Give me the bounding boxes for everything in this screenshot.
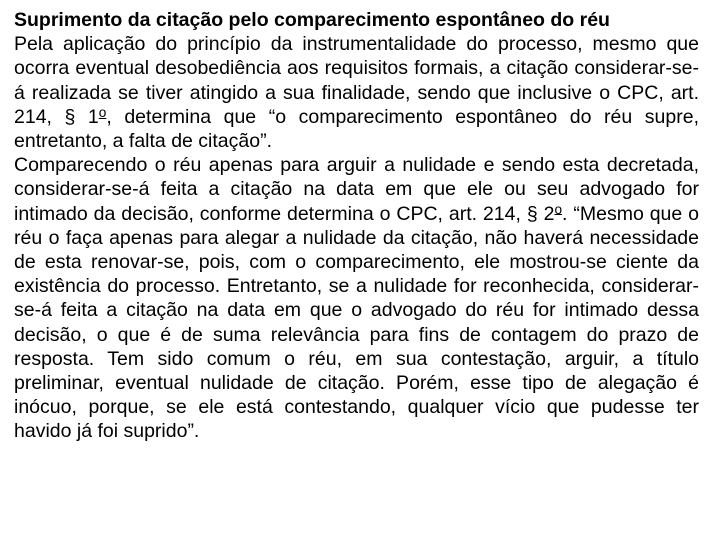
paragraph-1-text-start: Pela aplicação do princípio da instrumentalidade do processo, mesmo que ocorra eventual desobediência aos requisitos formais, a citação considerar-se-á realizada se tiver atingido a sua finalidade, sendo que inclusive o CPC, art. 214, § 1 — [14, 33, 699, 128]
paragraph-2-ordinal-mark: o — [554, 201, 563, 217]
paragraph-1-ordinal-mark: o — [98, 104, 107, 120]
paragraph-1-text-end: , determina que “o comparecimento espontâneo do réu supre, entretanto, a falta de citação”. — [14, 105, 699, 153]
paragraph-2-text-start: Comparecendo o réu apenas para arguir a nulidade e sendo esta decretada, considerar-se-á feita a citação na data em que ele ou seu advogado for intimado da decisão, conforme determina o CPC, art. 214, § 2 — [14, 154, 699, 225]
document-title: Suprimento da citação pelo comparecimento espontâneo do réu — [14, 9, 610, 31]
paragraph-2 — [14, 153, 699, 443]
paragraph-2-text-end: . “Mesmo que o réu o faça apenas para alegar a nulidade da citação, não haverá necessidade de esta renovar-se, pois, com o comparecimento, ele mostrou-se ciente da existência do processo. Entretanto, se a nulidade for reconhecida, considerar-se-á feita a citação na data em que o advogado do réu for intimado dessa decisão, o que é de suma relevância para fins de contagem do prazo de resposta. Tem sido comum o réu, em sua contestação, arguir, a título preliminar, eventual nulidade de citação. Porém, esse tipo de alegação é inócuo, porque, se ele está contestando, qualquer vício que pudesse ter havido já foi suprido”. — [14, 202, 699, 443]
document-page — [14, 8, 699, 444]
paragraph-1 — [14, 32, 699, 153]
